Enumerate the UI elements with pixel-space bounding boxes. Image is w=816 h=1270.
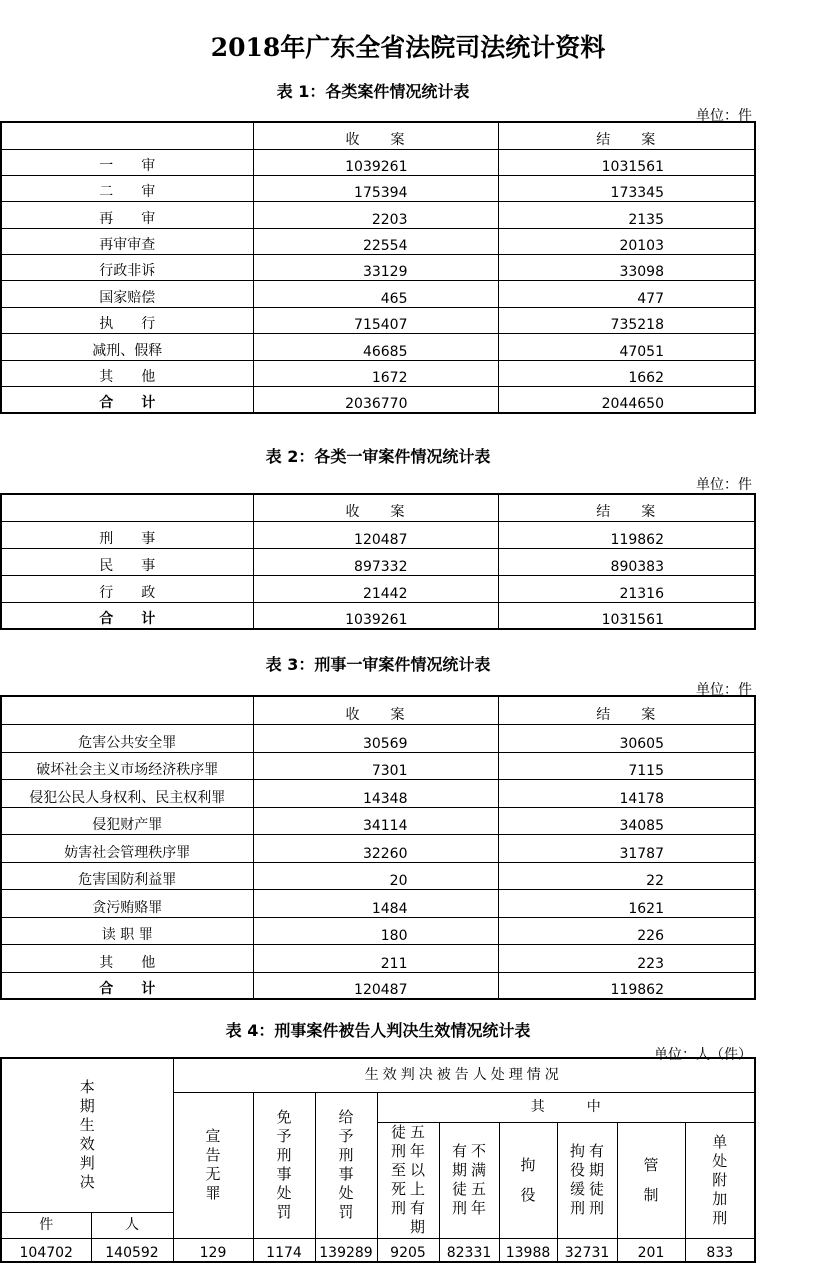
table4-col-five-plus-a: 五年以上有期 (409, 1123, 425, 1236)
table4-col-under-five (439, 1122, 499, 1238)
table3-closed-value: 223 (498, 944, 755, 972)
table2-closed-value: 890383 (498, 548, 755, 575)
table1-received-value: 1672 (253, 360, 498, 386)
table4 (0, 1057, 756, 1263)
table4-col-suspended (557, 1122, 617, 1238)
table3-closed-value: 226 (498, 917, 755, 944)
table1-received-value: 175394 (253, 175, 498, 201)
table4-value-under-five: 82331 (439, 1238, 499, 1262)
table3-row-label: 合 计 (1, 972, 253, 999)
table-row (1, 917, 755, 944)
table3-closed-value: 34085 (498, 807, 755, 834)
table3-received-value: 7301 (253, 752, 498, 779)
table2-row-label: 行 政 (1, 575, 253, 602)
table2-row-label: 刑 事 (1, 521, 253, 548)
table1-closed-value: 735218 (498, 307, 755, 333)
table4-col-under-five-wrap (452, 1142, 487, 1218)
table2-closed-value: 119862 (498, 521, 755, 548)
table1 (0, 121, 756, 414)
table-row (1, 724, 755, 752)
table2-corner-cell (1, 494, 253, 521)
table2-received-value: 21442 (253, 575, 498, 602)
table-row (1, 307, 755, 333)
table2 (0, 493, 756, 630)
table1-closed-value: 20103 (498, 228, 755, 254)
table-row (1, 201, 755, 228)
table3-closed-value: 30605 (498, 724, 755, 752)
table1-caption: 表 1：各类案件情况统计表 (276, 82, 470, 101)
table2-received-value: 897332 (253, 548, 498, 575)
table4-col-five-plus (377, 1122, 439, 1238)
table3-row-label: 危害国防利益罪 (1, 862, 253, 889)
table3-header-received: 收 案 (253, 696, 498, 724)
table4-col-under-five-b: 有期徒刑 (451, 1142, 467, 1217)
table2-received-value: 120487 (253, 521, 498, 548)
table-row (1, 254, 755, 280)
table1-received-value: 465 (253, 280, 498, 307)
table1-total-row (1, 386, 755, 413)
table-row (1, 228, 755, 254)
table4-col-five-plus-b: 徒刑至死刑 (390, 1123, 406, 1217)
table3-received-value: 20 (253, 862, 498, 889)
table-row (1, 807, 755, 834)
table1-row-label: 其 他 (1, 360, 253, 386)
table3-received-value: 32260 (253, 834, 498, 862)
table1-closed-value: 1031561 (498, 149, 755, 175)
table4-col-detention-text: 拘役 (520, 1156, 536, 1204)
table3-closed-value: 1621 (498, 889, 755, 917)
table-row (1, 752, 755, 779)
table4-col-punish (315, 1092, 377, 1238)
table3-header-closed: 结 案 (498, 696, 755, 724)
table3-row-label: 读 职 罪 (1, 917, 253, 944)
table1-received-value: 2036770 (253, 386, 498, 413)
table-row (1, 521, 755, 548)
table4-col-acquit-text: 宣告无罪 (205, 1127, 221, 1202)
table-row (1, 1238, 755, 1262)
table4-col-exempt (253, 1092, 315, 1238)
table4-value-additional: 833 (685, 1238, 755, 1262)
table3-corner-cell (1, 696, 253, 724)
table4-value-punish: 139289 (315, 1238, 377, 1262)
table1-closed-value: 2135 (498, 201, 755, 228)
table2-received-value: 1039261 (253, 602, 498, 629)
table2-total-row (1, 602, 755, 629)
page-title: 2018年广东全省法院司法统计资料 (210, 33, 606, 62)
table4-col-under-five-a: 不满五年 (470, 1142, 486, 1217)
table4-value-control: 201 (617, 1238, 685, 1262)
table2-row-label: 合 计 (1, 602, 253, 629)
table3-received-value: 180 (253, 917, 498, 944)
table3-header-row (1, 696, 755, 724)
table2-header-row (1, 494, 755, 521)
table4-value-persons: 140592 (91, 1238, 173, 1262)
table1-row-label: 再审审查 (1, 228, 253, 254)
table4-group-header: 生效判决被告人处理情况 (173, 1058, 755, 1092)
table1-row-label: 合 计 (1, 386, 253, 413)
table3-unit: 单位：件 (696, 682, 752, 698)
table1-received-value: 33129 (253, 254, 498, 280)
table4-col-suspended-wrap (570, 1142, 605, 1218)
table1-row-label: 国家赔偿 (1, 280, 253, 307)
table3-received-value: 30569 (253, 724, 498, 752)
table-row (1, 889, 755, 917)
table4-value-exempt: 1174 (253, 1238, 315, 1262)
table4-value-five-plus: 9205 (377, 1238, 439, 1262)
table3-closed-value: 31787 (498, 834, 755, 862)
table4-col-acquit (173, 1092, 253, 1238)
table4-value-acquit: 129 (173, 1238, 253, 1262)
table4-col-five-plus-wrap (391, 1123, 426, 1237)
table4-sub-cases: 件 (1, 1212, 91, 1238)
table3-received-value: 34114 (253, 807, 498, 834)
table1-row-label: 再 审 (1, 201, 253, 228)
table3-row-label: 破坏社会主义市场经济秩序罪 (1, 752, 253, 779)
table3-received-value: 120487 (253, 972, 498, 999)
table1-received-value: 715407 (253, 307, 498, 333)
table-row (1, 360, 755, 386)
table1-closed-value: 2044650 (498, 386, 755, 413)
table2-closed-value: 1031561 (498, 602, 755, 629)
table4-col-additional-text: 单处附加刑 (712, 1132, 728, 1227)
table3-received-value: 14348 (253, 779, 498, 807)
table3-closed-value: 22 (498, 862, 755, 889)
table3-total-row (1, 972, 755, 999)
table-row (1, 333, 755, 360)
table1-row-label: 减刑、假释 (1, 333, 253, 360)
table4-left-header-text: 本期生效判决 (79, 1078, 95, 1192)
table2-caption: 表 2：各类一审案件情况统计表 (265, 447, 491, 466)
table3-received-value: 211 (253, 944, 498, 972)
table3-row-label: 侵犯公民人身权利、民主权利罪 (1, 779, 253, 807)
table1-unit: 单位：件 (696, 108, 752, 124)
table4-sub-persons: 人 (91, 1212, 173, 1238)
table4-left-header (1, 1058, 173, 1212)
table4-col-detention (499, 1122, 557, 1238)
table3-closed-value: 7115 (498, 752, 755, 779)
table4-value-suspended: 32731 (557, 1238, 617, 1262)
table-row (1, 862, 755, 889)
table2-row-label: 民 事 (1, 548, 253, 575)
table1-closed-value: 477 (498, 280, 755, 307)
table2-closed-value: 21316 (498, 575, 755, 602)
table1-row-label: 二 审 (1, 175, 253, 201)
table3-caption: 表 3：刑事一审案件情况统计表 (265, 655, 491, 674)
table4-col-suspended-b: 拘役缓刑 (569, 1142, 585, 1217)
table1-row-label: 一 审 (1, 149, 253, 175)
table-row (1, 149, 755, 175)
table-row (1, 834, 755, 862)
table4-value-detention: 13988 (499, 1238, 557, 1262)
table3-closed-value: 119862 (498, 972, 755, 999)
table4-col-control (617, 1122, 685, 1238)
table1-closed-value: 173345 (498, 175, 755, 201)
table1-received-value: 1039261 (253, 149, 498, 175)
table1-header-received: 收 案 (253, 122, 498, 149)
table1-closed-value: 47051 (498, 333, 755, 360)
table3-received-value: 1484 (253, 889, 498, 917)
table4-col-additional (685, 1122, 755, 1238)
table4-sub-group-header: 其 中 (377, 1092, 755, 1122)
table1-closed-value: 1662 (498, 360, 755, 386)
table-row (1, 944, 755, 972)
table4-value-cases: 104702 (1, 1238, 91, 1262)
table1-row-label: 行政非诉 (1, 254, 253, 280)
table3-closed-value: 14178 (498, 779, 755, 807)
table2-header-received: 收 案 (253, 494, 498, 521)
table-row (1, 779, 755, 807)
table1-closed-value: 33098 (498, 254, 755, 280)
table2-unit: 单位：件 (696, 477, 752, 493)
table1-header-row (1, 122, 755, 149)
table3-row-label: 危害公共安全罪 (1, 724, 253, 752)
table3-row-label: 其 他 (1, 944, 253, 972)
table2-header-closed: 结 案 (498, 494, 755, 521)
table-row (1, 175, 755, 201)
table-row (1, 575, 755, 602)
table3 (0, 695, 756, 1000)
table4-col-suspended-a: 有期徒刑 (588, 1142, 604, 1217)
table4-col-exempt-text: 免予刑事处罚 (276, 1108, 292, 1221)
table-row (1, 548, 755, 575)
table3-row-label: 侵犯财产罪 (1, 807, 253, 834)
table1-received-value: 22554 (253, 228, 498, 254)
table3-row-label: 贪污贿赂罪 (1, 889, 253, 917)
table4-caption: 表 4：刑事案件被告人判决生效情况统计表 (225, 1021, 531, 1040)
table4-unit: 单位：人（件） (654, 1047, 752, 1063)
table1-row-label: 执 行 (1, 307, 253, 333)
table-row (1, 280, 755, 307)
table1-corner-cell (1, 122, 253, 149)
table1-header-closed: 结 案 (498, 122, 755, 149)
table1-received-value: 2203 (253, 201, 498, 228)
table4-col-control-text: 管制 (643, 1156, 659, 1204)
table1-received-value: 46685 (253, 333, 498, 360)
table4-col-punish-text: 给予刑事处罚 (338, 1108, 354, 1221)
table3-row-label: 妨害社会管理秩序罪 (1, 834, 253, 862)
